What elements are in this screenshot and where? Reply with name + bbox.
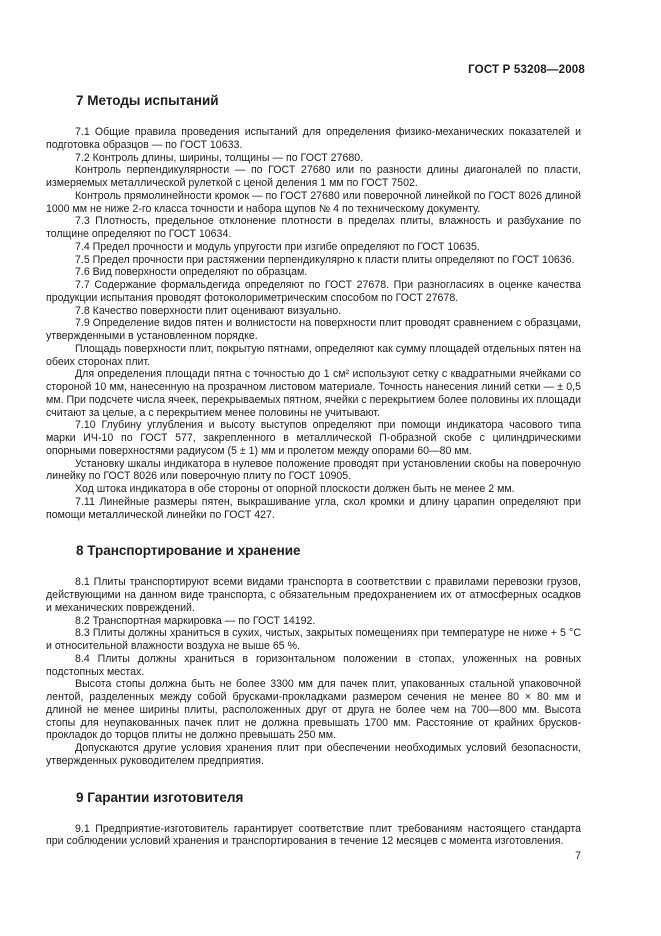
section-heading: 8 Транспортирование и хранение <box>76 543 301 559</box>
paragraph: Для определения площади пятна с точностью до 1 см² используют сетку с квадратными ячейками со стороной 10 мм, нанесенную на прозрачном листовом материале. Точность нанесения линий сетки — ± 0,5 мм. При подсчете числа ячеек, перекрываемых пятном, ячейки с перекрытием более половины их площади считают за целые, а с перекрытием менее половины не учитывают. <box>46 368 581 419</box>
heading-spacer <box>46 108 581 126</box>
document-code-header: ГОСТ Р 53208—2008 <box>468 64 585 76</box>
paragraph: 7.9 Определение видов пятен и волнистости на поверхности плит проводят сравнением с образцами, утвержденными в установленном порядке. <box>46 317 581 342</box>
paragraph: 8.3 Плиты должны храниться в сухих, чистых, закрытых помещениях при температуре не ниже + 5 °С и относительной влажности воздуха не выше 65 %. <box>46 627 581 652</box>
paragraph: Контроль перпендикулярности — по ГОСТ 27680 или по разности длины диагоналей по пласти, измеряемых металлической рулеткой с ценой деления 1 мм по ГОСТ 7502. <box>46 164 581 189</box>
paragraph: 7.10 Глубину углубления и высоту выступов определяют при помощи индикатора часового типа марки ИЧ-10 по ГОСТ 577, закрепленного в металлической П-образной скобе с цилиндрическими опорными поверхностями радиусом (5 ± 1) мм и пролетом между опорами 60—80 мм. <box>46 419 581 457</box>
paragraph: Контроль прямолинейности кромок — по ГОСТ 27680 или поверочной линейкой по ГОСТ 8026 длиной 1000 мм не ниже 2-го класса точности и набора щупов № 4 по техническому документу. <box>46 189 581 215</box>
paragraph: Установку шкалы индикатора в нулевое положение проводят при установлении скобы на поверочную линейку по ГОСТ 8026 или поверочную плиту по ГОСТ 10905. <box>46 457 581 483</box>
paragraph: 7.4 Предел прочности и модуль упругости при изгибе определяют по ГОСТ 10635. <box>75 240 480 253</box>
paragraph: 7.5 Предел прочности при растяжении перпендикулярно к пласти плиты определяют по ГОСТ 10636. <box>75 253 575 266</box>
document-body <box>46 93 581 848</box>
paragraph: Площадь поверхности плит, покрытую пятнами, определяют как сумму площадей отдельных пятен на обеих сторонах плит. <box>46 342 581 368</box>
paragraph: Ход штока индикатора в обе стороны от опорной плоскости должен быть не менее 2 мм. <box>75 483 515 495</box>
sections-container <box>46 93 581 848</box>
paragraph: Высота стопы должна быть не более 3300 мм для пачек плит, упакованных стальной упаковочной лентой, разделенных между собой брусками-прокладками размером сечения не менее 80 × 80 мм и длиной не менее ширины плиты, расположенных друг от друга не более чем на 700—800 мм. Высота стопы для неупакованных пачек плит не должна превышать 1700 мм. Расстояние от крайних брусков-прокладок до торцов плиты не должно превышать 250 мм. <box>46 678 581 742</box>
paragraph: 7.11 Линейные размеры пятен, выкрашивание угла, скол кромки и длину царапин определяют при помощи металлической линейки по ГОСТ 427. <box>46 495 581 521</box>
heading-spacer <box>46 805 581 823</box>
section-heading: 7 Методы испытаний <box>76 93 219 108</box>
heading-spacer <box>46 558 581 576</box>
paragraph: 7.8 Качество поверхности плит оценивают визуально. <box>75 304 342 317</box>
paragraph: 7.2 Контроль длины, ширины, толщины — по ГОСТ 27680. <box>75 151 364 164</box>
section-heading: 9 Гарантии изготовителя <box>76 789 244 805</box>
section-spacer <box>46 521 581 543</box>
paragraph: 8.4 Плиты должны храниться в горизонтальном положении в стопах, уложенных на ровных подстопных местах. <box>46 652 581 678</box>
paragraph: 8.2 Транспортная маркировка — по ГОСТ 14192. <box>75 614 316 627</box>
paragraph: 7.7 Содержание формальдегида определяют по ГОСТ 27678. При разногласиях в оценке качества продукции испытания проводят фотоколориметрическим способом по ГОСТ 27678. <box>46 279 581 304</box>
paragraph: 9.1 Предприятие-изготовитель гарантирует соответствие плит требованиям настоящего стандарта при соблюдении условий хранения и транспортирования в течение 12 месяцев с момента изготовления. <box>46 822 581 848</box>
section-spacer <box>46 768 581 790</box>
paragraph: Допускаются другие условия хранения плит при обеспечении необходимых условий безопасности, утвержденных руководителем предприятия. <box>46 742 581 767</box>
paragraph: 7.1 Общие правила проведения испытаний для определения физико-механических показателей и подготовка образцов — по ГОСТ 10633. <box>46 126 581 151</box>
page-number: 7 <box>575 850 581 862</box>
paragraph: 7.6 Вид поверхности определяют по образцам. <box>75 266 308 279</box>
paragraph: 8.1 Плиты транспортируют всеми видами транспорта в соответствии с правилами перевозки грузов, действующими на данном виде транспорта, с обязательным предохранением их от атмосферных осадков и механических повреждений. <box>46 576 581 614</box>
paragraph: 7.3 Плотность, предельное отклонение плотности в пределах плиты, влажность и разбухание по толщине определяют по ГОСТ 10634. <box>46 215 581 240</box>
